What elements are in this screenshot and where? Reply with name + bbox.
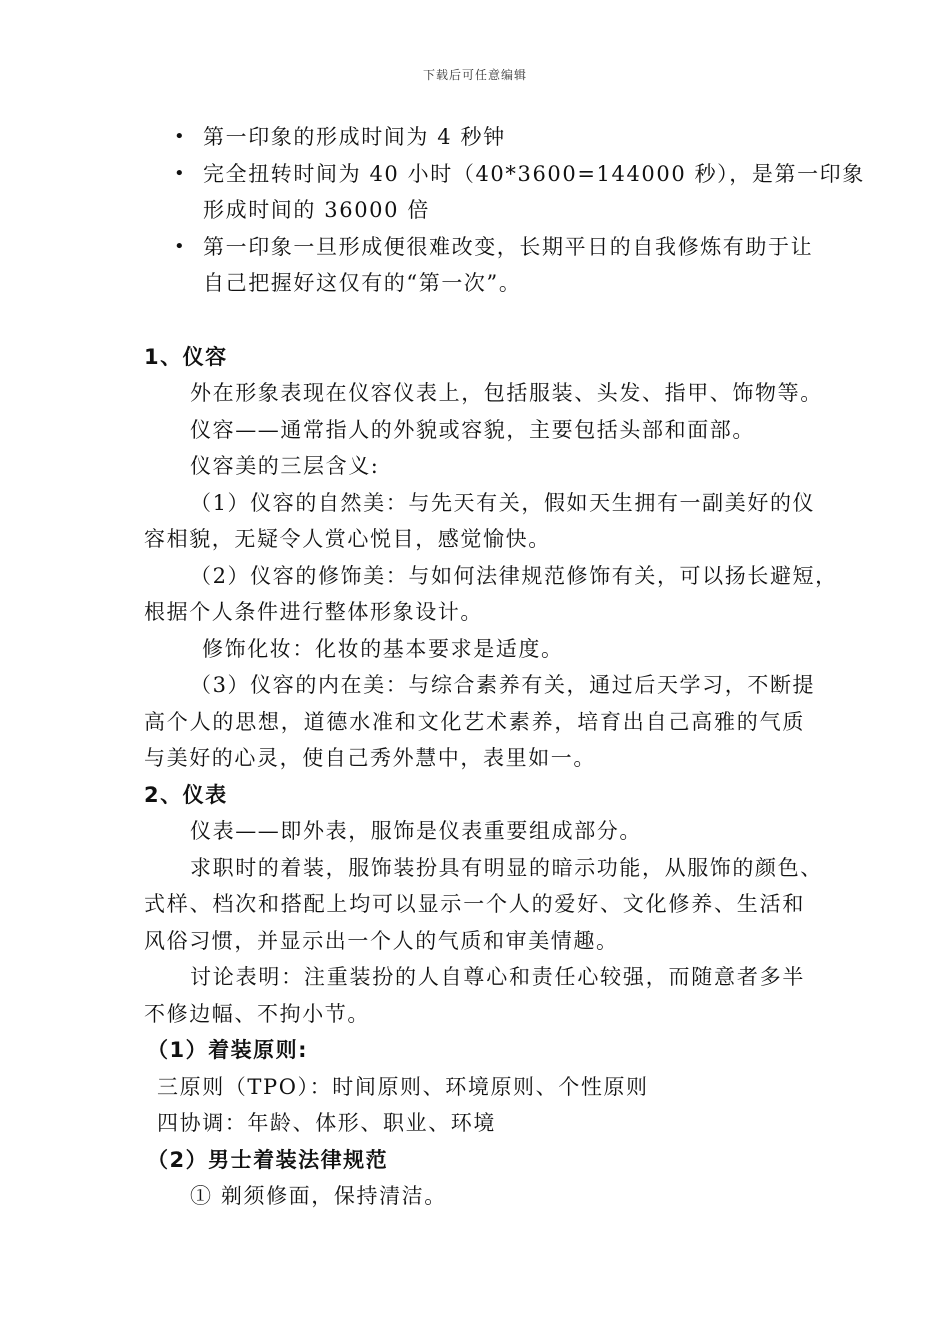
header-note: 下载后可任意编辑 [422, 68, 527, 82]
bullet-icon: • [174, 163, 185, 184]
bullet-2-line-2: 形成时间的 36000 倍 [203, 198, 430, 222]
section-1-line: （2）仪容的修饰美：与如何法律规范修饰有关，可以扬长避短， [190, 564, 838, 588]
section-1-heading: 1、仪容 [144, 345, 228, 369]
section-2-line: 讨论表明：注重装扮的人自尊心和责任心较强，而随意者多半 [190, 965, 805, 989]
bullet-3-line-2: 自己把握好这仅有的“第一次”。 [203, 271, 522, 295]
section-1-line: 修饰化妆：化妆的基本要求是适度。 [202, 637, 564, 661]
bullet-3-line-1: 第一印象一旦形成便很难改变，长期平日的自我修炼有助于让 [203, 235, 814, 259]
section-2-line: 风俗习惯，并显示出一个人的气质和审美情趣。 [144, 929, 619, 953]
section-2-line: 式样、档次和搭配上均可以显示一个人的爱好、文化修养、生活和 [144, 892, 805, 916]
bullet-icon: • [174, 126, 185, 147]
subsection-1-line: 三原则（TPO）：时间原则、环境原则、个性原则 [157, 1075, 649, 1099]
section-1-line: 仪容——通常指人的外貌或容貌，主要包括头部和面部。 [190, 418, 755, 442]
section-2-line: 不修边幅、不拘小节。 [144, 1002, 370, 1026]
section-1-line: 根据个人条件进行整体形象设计。 [144, 600, 483, 624]
section-1-line: （3）仪容的内在美：与综合素养有关，通过后天学习，不断提 [190, 673, 816, 697]
section-1-line: 容相貌，无疑令人赏心悦目，感觉愉快。 [144, 527, 551, 551]
section-1-line: （1）仪容的自然美：与先天有关，假如天生拥有一副美好的仪 [190, 491, 816, 515]
bullet-1-line-1: 第一印象的形成时间为 4 秒钟 [203, 125, 506, 149]
bullet-icon: • [174, 236, 185, 257]
subsection-2-line: ① 剃须修面，保持清洁。 [190, 1184, 447, 1208]
section-2-line: 求职时的着装，服饰装扮具有明显的暗示功能，从服饰的颜色、 [190, 856, 823, 880]
section-1-line: 外在形象表现在仪容仪表上，包括服装、头发、指甲、饰物等。 [190, 381, 823, 405]
section-1-line: 与美好的心灵，使自己秀外慧中，表里如一。 [144, 746, 596, 770]
subsection-1-line: 四协调：年龄、体形、职业、环境 [157, 1111, 496, 1135]
section-2-line: 仪表——即外表，服饰是仪表重要组成部分。 [190, 819, 642, 843]
section-2-heading: 2、仪表 [144, 783, 228, 807]
subsection-1-heading: （1）着装原则: [147, 1038, 309, 1062]
section-1-line: 仪容美的三层含义: [190, 454, 380, 478]
subsection-2-heading: （2）男士着装法律规范 [147, 1148, 389, 1172]
section-1-line: 高个人的思想，道德水准和文化艺术素养，培育出自己高雅的气质 [144, 710, 805, 734]
bullet-2-line-1: 完全扭转时间为 40 小时（40*3600=144000 秒），是第一印象 [203, 162, 865, 186]
